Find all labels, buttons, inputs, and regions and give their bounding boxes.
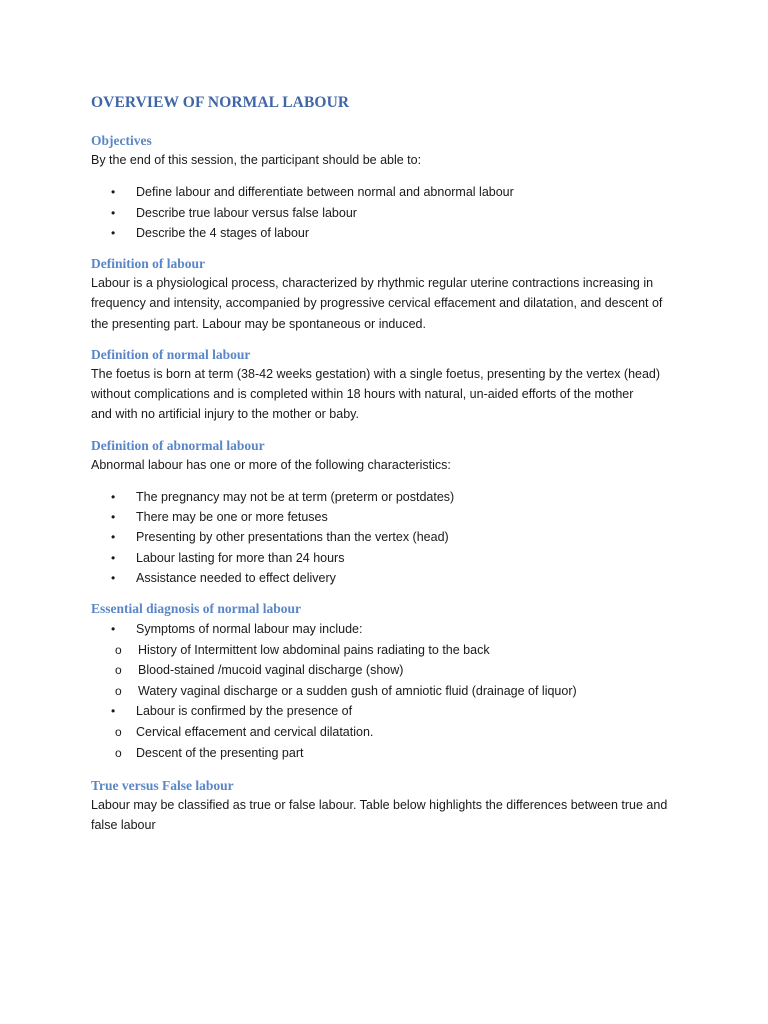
objectives-intro: By the end of this session, the participant should be able to: xyxy=(91,153,422,167)
definition-normal-line: The foetus is born at term (38-42 weeks gestation) with a single foetus, presenting by the vertex (head) xyxy=(91,366,661,381)
circle-bullet-icon: o xyxy=(115,683,122,698)
list-item: • Define labour and differentiate between normal and abnormal labour xyxy=(91,182,691,202)
essential-diagnosis-list xyxy=(91,619,691,763)
definition-abnormal-heading: Definition of abnormal labour xyxy=(91,437,265,453)
list-item: • The pregnancy may not be at term (preterm or postdates) xyxy=(91,487,691,507)
list-item: o History of Intermittent low abdominal pains radiating to the back xyxy=(91,640,691,661)
list-item: • Presenting by other presentations than the vertex (head) xyxy=(91,527,691,547)
bullet-icon: • xyxy=(111,704,116,719)
true-false-line: false labour xyxy=(91,818,156,833)
circle-bullet-icon: o xyxy=(115,663,122,678)
bullet-icon: • xyxy=(111,530,116,545)
list-item: • Labour lasting for more than 24 hours xyxy=(91,548,691,568)
document-body xyxy=(91,94,691,836)
bullet-icon: • xyxy=(111,622,116,636)
definition-normal-line: and with no artificial injury to the mother or baby. xyxy=(91,407,359,422)
bullet-icon: • xyxy=(111,570,116,585)
list-item: • Symptoms of normal labour may include: xyxy=(91,619,691,640)
true-false-heading: True versus False labour xyxy=(91,778,234,794)
list-item: o Descent of the presenting part xyxy=(91,743,691,764)
definition-abnormal-intro: Abnormal labour has one or more of the following characteristics: xyxy=(91,457,451,472)
definition-normal-line: without complications and is completed within 18 hours with natural, un-aided efforts of the mother xyxy=(91,387,634,402)
objectives-list xyxy=(91,182,691,243)
abnormal-characteristics-list xyxy=(91,487,691,588)
section-essential-diagnosis xyxy=(91,600,691,763)
list-item: • Describe true labour versus false labour xyxy=(91,203,691,223)
bullet-icon: • xyxy=(111,510,116,525)
objectives-heading: Objectives xyxy=(91,133,152,148)
definition-labour-line: Labour is a physiological process, characterized by rhythmic regular uterine contractions increasing in xyxy=(91,275,654,290)
bullet-icon: • xyxy=(111,489,116,504)
section-definition-abnormal xyxy=(91,437,691,588)
list-item: • Describe the 4 stages of labour xyxy=(91,223,691,243)
bullet-icon: • xyxy=(111,550,116,565)
bullet-icon: • xyxy=(111,185,116,200)
definition-labour-line: the presenting part. Labour may be spontaneous or induced. xyxy=(91,316,426,331)
circle-bullet-icon: o xyxy=(115,642,122,657)
list-item: • Assistance needed to effect delivery xyxy=(91,568,691,588)
document-title: OVERVIEW OF NORMAL LABOUR xyxy=(91,94,350,111)
section-definition-labour xyxy=(91,255,691,334)
true-false-line: Labour may be classified as true or false labour. Table below highlights the differences between true and xyxy=(91,798,668,813)
list-item: • Labour is confirmed by the presence of xyxy=(91,701,691,722)
list-item: o Cervical effacement and cervical dilatation. xyxy=(91,722,691,743)
list-item: o Blood-stained /mucoid vaginal discharge (show) xyxy=(91,660,691,681)
list-item: o Watery vaginal discharge or a sudden gush of amniotic fluid (drainage of liquor) xyxy=(91,681,691,702)
definition-labour-heading: Definition of labour xyxy=(91,255,206,271)
definition-labour-line: frequency and intensity, accompanied by progressive cervical effacement and dilatation, and descent of xyxy=(91,296,663,311)
definition-normal-heading: Definition of normal labour xyxy=(91,346,251,362)
bullet-icon: • xyxy=(111,205,116,220)
bullet-icon: • xyxy=(111,225,116,240)
section-objectives xyxy=(91,132,691,243)
circle-bullet-icon: o xyxy=(115,745,122,760)
list-item: • There may be one or more fetuses xyxy=(91,507,691,527)
essential-diagnosis-heading: Essential diagnosis of normal labour xyxy=(91,601,302,616)
circle-bullet-icon: o xyxy=(115,724,122,739)
section-true-false-labour xyxy=(91,777,691,836)
section-definition-normal xyxy=(91,346,691,425)
